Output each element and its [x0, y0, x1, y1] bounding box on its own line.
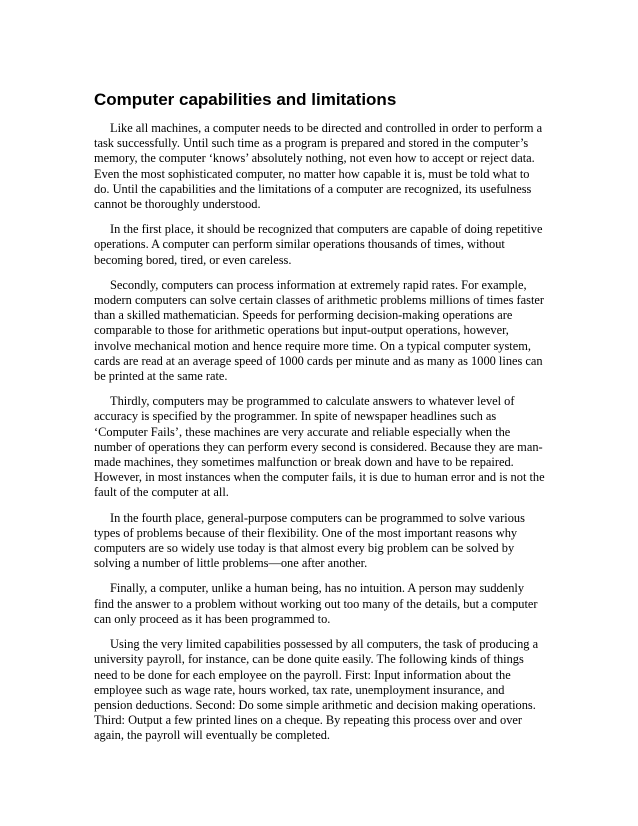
paragraph-payroll-example: Using the very limited capabilities possessed by all computers, the task of producing a university payroll, for instance, can be done quite easily. The following kinds of things need to be done for each employee on the payroll. First: Input information about the employee such as wage rate, hours worked, tax rate, unemployment insurance, and pension deductions. Second: Do some simple arithmetic and decision making operations. Third: Output a few printed lines on a cheque. By repeating this process over and over again, the payroll will eventually be completed. [94, 637, 539, 743]
page-title: Computer capabilities and limitations [94, 90, 397, 109]
paragraph-introduction: Like all machines, a computer needs to be directed and controlled in order to perform a task successfully. Until such time as a program is prepared and stored in the computer’s memory, the computer ‘knows’ absolutely nothing, not even how to accept or reject data. Even the most sophisticated computer, no matter how capable it is, must be told what to do. Until the capabilities and the limitations of a computer are recognized, its usefulness cannot be thoroughly understood. [94, 121, 543, 212]
paragraph-repetitive-operations: In the first place, it should be recognized that computers are capable of doing repetitive operations. A computer can perform similar operations thousands of times, without becoming bored, tired, or even careless. [94, 222, 543, 267]
paragraph-no-intuition: Finally, a computer, unlike a human being, has no intuition. A person may suddenly find the answer to a problem without working out too many of the details, but a computer can only proceed as it has been programmed to. [94, 581, 538, 626]
paragraph-flexibility: In the fourth place, general-purpose computers can be programmed to solve various types of problems because of their flexibility. One of the most important reasons why computers are so widely use today is that almost every big problem can be solved by solving a number of little problems—one after another. [94, 510, 525, 571]
paragraph-processing-speed: Secondly, computers can process information at extremely rapid rates. For example, modern computers can solve certain classes of arithmetic problems millions of times faster than a skilled mathematician. Speeds for performing decision-making operations are comparable to those for arithmetic operations but input-output operations, however, involve mechanical motion and hence require more time. On a typical computer system, cards are read at an average speed of 1000 cards per minute and as many as 1000 lines can be printed at the same rate. [94, 277, 545, 384]
paragraph-accuracy: Thirdly, computers may be programmed to calculate answers to whatever level of accuracy is specified by the programmer. In spite of newspaper headlines such as ‘Computer Fails’, these machines are very accurate and reliable especially when the number of operations they can perform every second is considered. Because they are man-made machines, they sometimes malfunction or break down and have to be repaired. However, in most instances when the computer fails, it is due to human error and is not the fault of the computer at all. [94, 394, 545, 500]
document-body [94, 89, 546, 754]
